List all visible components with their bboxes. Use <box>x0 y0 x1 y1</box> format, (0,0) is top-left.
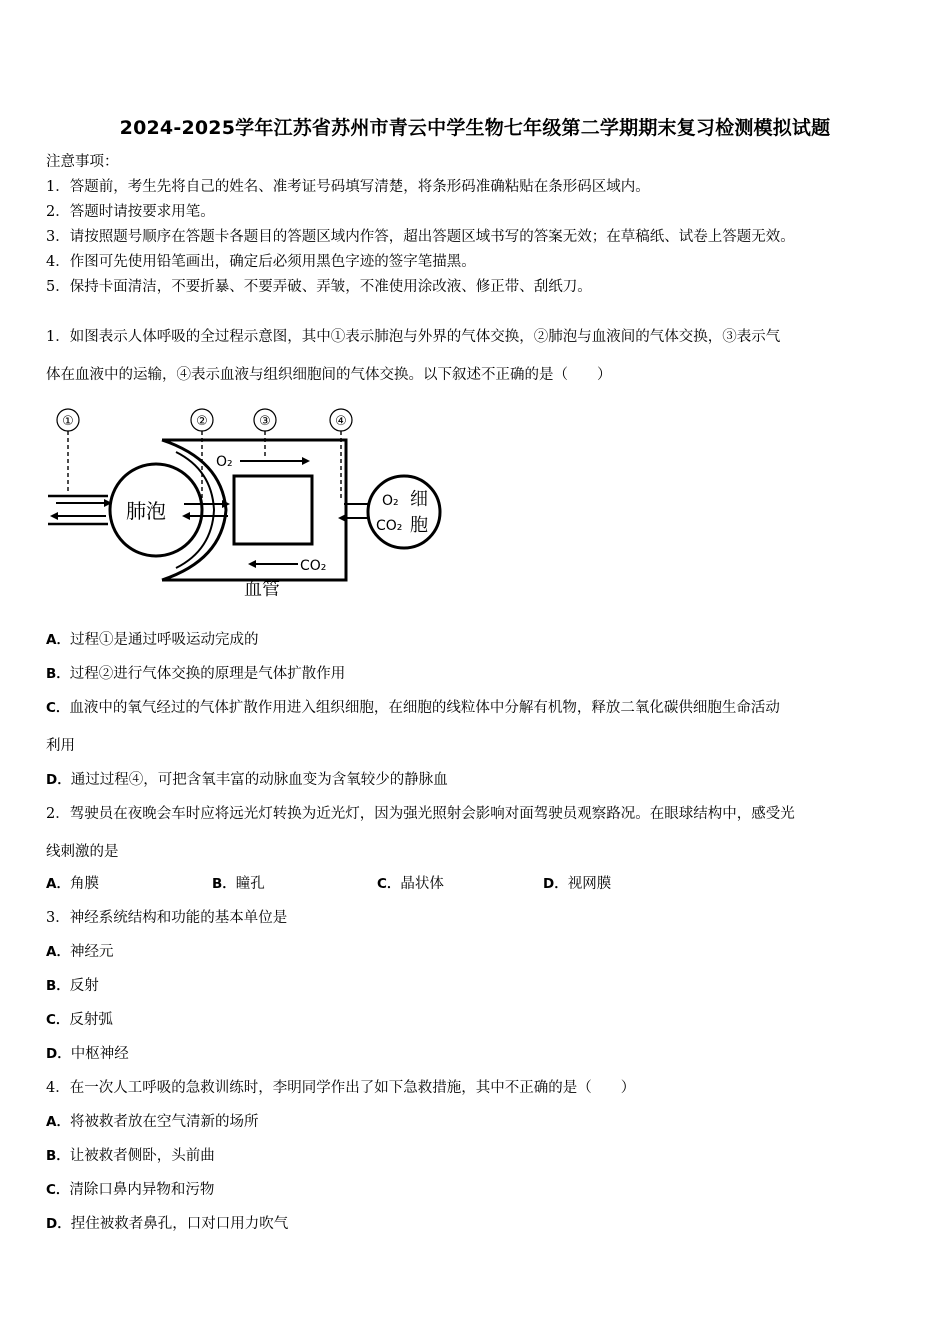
option-text: 捏住被救者鼻孔，口对口用力吹气 <box>70 1216 289 1232</box>
option-text: 将被救者放在空气清新的场所 <box>69 1114 259 1130</box>
option <box>46 770 448 790</box>
svg-text:③: ③ <box>259 414 271 429</box>
option <box>46 1146 215 1166</box>
option-label: D． <box>543 876 568 892</box>
question-2-stem-cont: 线刺激的是 <box>46 844 119 860</box>
option <box>46 976 99 996</box>
notice-item: 2．答题时请按要求用笔。 <box>46 204 215 220</box>
svg-text:CO₂: CO₂ <box>300 558 327 574</box>
option-label: C． <box>46 1182 70 1198</box>
option-text: 角膜 <box>69 876 99 892</box>
option-text: 视网膜 <box>567 876 612 892</box>
svg-text:O₂: O₂ <box>216 454 233 470</box>
question-1-stem-cont: 体在血液中的运输，④表示血液与组织细胞间的气体交换。以下叙述不正确的是（ ） <box>46 367 612 383</box>
option-text: 清除口鼻内异物和污物 <box>69 1182 215 1198</box>
notice-heading: 注意事项： <box>46 154 119 170</box>
option <box>46 942 113 962</box>
co2-arrow <box>248 558 326 574</box>
option-label: D． <box>46 772 71 788</box>
respiration-diagram <box>44 400 446 612</box>
notice-item: 3．请按照题号顺序在答题卡各题目的答题区域内作答，超出答题区域书写的答案无效；在草稿纸、试卷上答题无效。 <box>46 229 795 245</box>
option <box>46 874 99 894</box>
option <box>46 630 258 650</box>
option-text: 瞳孔 <box>235 876 265 892</box>
notice-item: 4．作图可先使用铅笔画出，确定后必须用黑色字迹的签字笔描黑。 <box>46 254 476 270</box>
option <box>46 1044 129 1064</box>
option-label: C． <box>46 1012 70 1028</box>
option-label: C． <box>377 876 401 892</box>
option <box>46 698 780 718</box>
svg-text:④: ④ <box>335 414 347 429</box>
marker-3 <box>254 409 276 458</box>
marker-4 <box>330 409 352 500</box>
svg-text:肺泡: 肺泡 <box>126 499 166 523</box>
option-label: D． <box>46 1046 71 1062</box>
svg-text:胞: 胞 <box>410 515 428 536</box>
option-text-cont: 利用 <box>46 738 75 754</box>
option <box>543 874 611 894</box>
option-label: A． <box>46 944 70 960</box>
option <box>46 1180 214 1200</box>
option-text: 过程①是通过呼吸运动完成的 <box>69 632 259 648</box>
svg-text:细: 细 <box>410 489 428 510</box>
option-text: 过程②进行气体交换的原理是气体扩散作用 <box>69 666 346 682</box>
question-1-stem: 1．如图表示人体呼吸的全过程示意图，其中①表示肺泡与外界的气体交换，②肺泡与血液间的气体交换，③表示气 <box>46 329 781 345</box>
page-title: 2024-2025学年江苏省苏州市青云中学生物七年级第二学期期末复习检测模拟试题 <box>119 117 831 139</box>
option-text: 反射弧 <box>69 1012 113 1028</box>
svg-text:血管: 血管 <box>244 579 280 600</box>
tissue-cell <box>368 476 440 548</box>
option-label: C． <box>46 700 70 716</box>
question-2-stem: 2．驾驶员在夜晚会车时应将远光灯转换为近光灯，因为强光照射会影响对面驾驶员观察路况。在眼球结构中，感受光 <box>46 806 795 822</box>
option-label: B． <box>46 978 70 994</box>
notice-item: 1．答题前，考生先将自己的姓名、准考证号码填写清楚，将条形码准确粘贴在条形码区域内。 <box>46 179 650 195</box>
option <box>377 874 444 894</box>
option <box>46 1214 288 1234</box>
marker-1 <box>57 409 79 492</box>
option-text: 反射 <box>69 978 99 994</box>
option-label: D． <box>46 1216 71 1232</box>
option-label: B． <box>212 876 236 892</box>
option-text: 晶状体 <box>400 876 444 892</box>
option <box>46 1010 113 1030</box>
option <box>46 1112 258 1132</box>
o2-arrow <box>216 454 310 470</box>
option-text: 通过过程④，可把含氧丰富的动脉血变为含氧较少的静脉血 <box>70 772 448 788</box>
alveolus <box>48 464 202 556</box>
svg-text:②: ② <box>196 414 208 429</box>
option-text: 血液中的氧气经过的气体扩散作用进入组织细胞，在细胞的线粒体中分解有机物，释放二氧化碳供细胞生命活动 <box>69 700 780 716</box>
airway-arrows <box>50 499 112 520</box>
option <box>212 874 265 894</box>
option-text: 让被救者侧卧，头前曲 <box>69 1148 215 1164</box>
question-3-stem: 3．神经系统结构和功能的基本单位是 <box>46 910 288 926</box>
svg-text:①: ① <box>62 414 74 429</box>
question-4-stem: 4．在一次人工呼吸的急救训练时，李明同学作出了如下急救措施，其中不正确的是（ ） <box>46 1080 636 1096</box>
option-label: A． <box>46 632 70 648</box>
option-label: B． <box>46 1148 70 1164</box>
notice-item: 5．保持卡面清洁，不要折暴、不要弄破、弄皱，不准使用涂改液、修正带、刮纸刀。 <box>46 279 592 295</box>
option-label: A． <box>46 876 70 892</box>
option-label: A． <box>46 1114 70 1130</box>
option <box>46 664 345 684</box>
option-text: 中枢神经 <box>70 1046 129 1062</box>
option-label: B． <box>46 666 70 682</box>
option-text: 神经元 <box>69 944 114 960</box>
svg-text:CO₂: CO₂ <box>376 518 403 534</box>
svg-text:O₂: O₂ <box>382 493 399 509</box>
